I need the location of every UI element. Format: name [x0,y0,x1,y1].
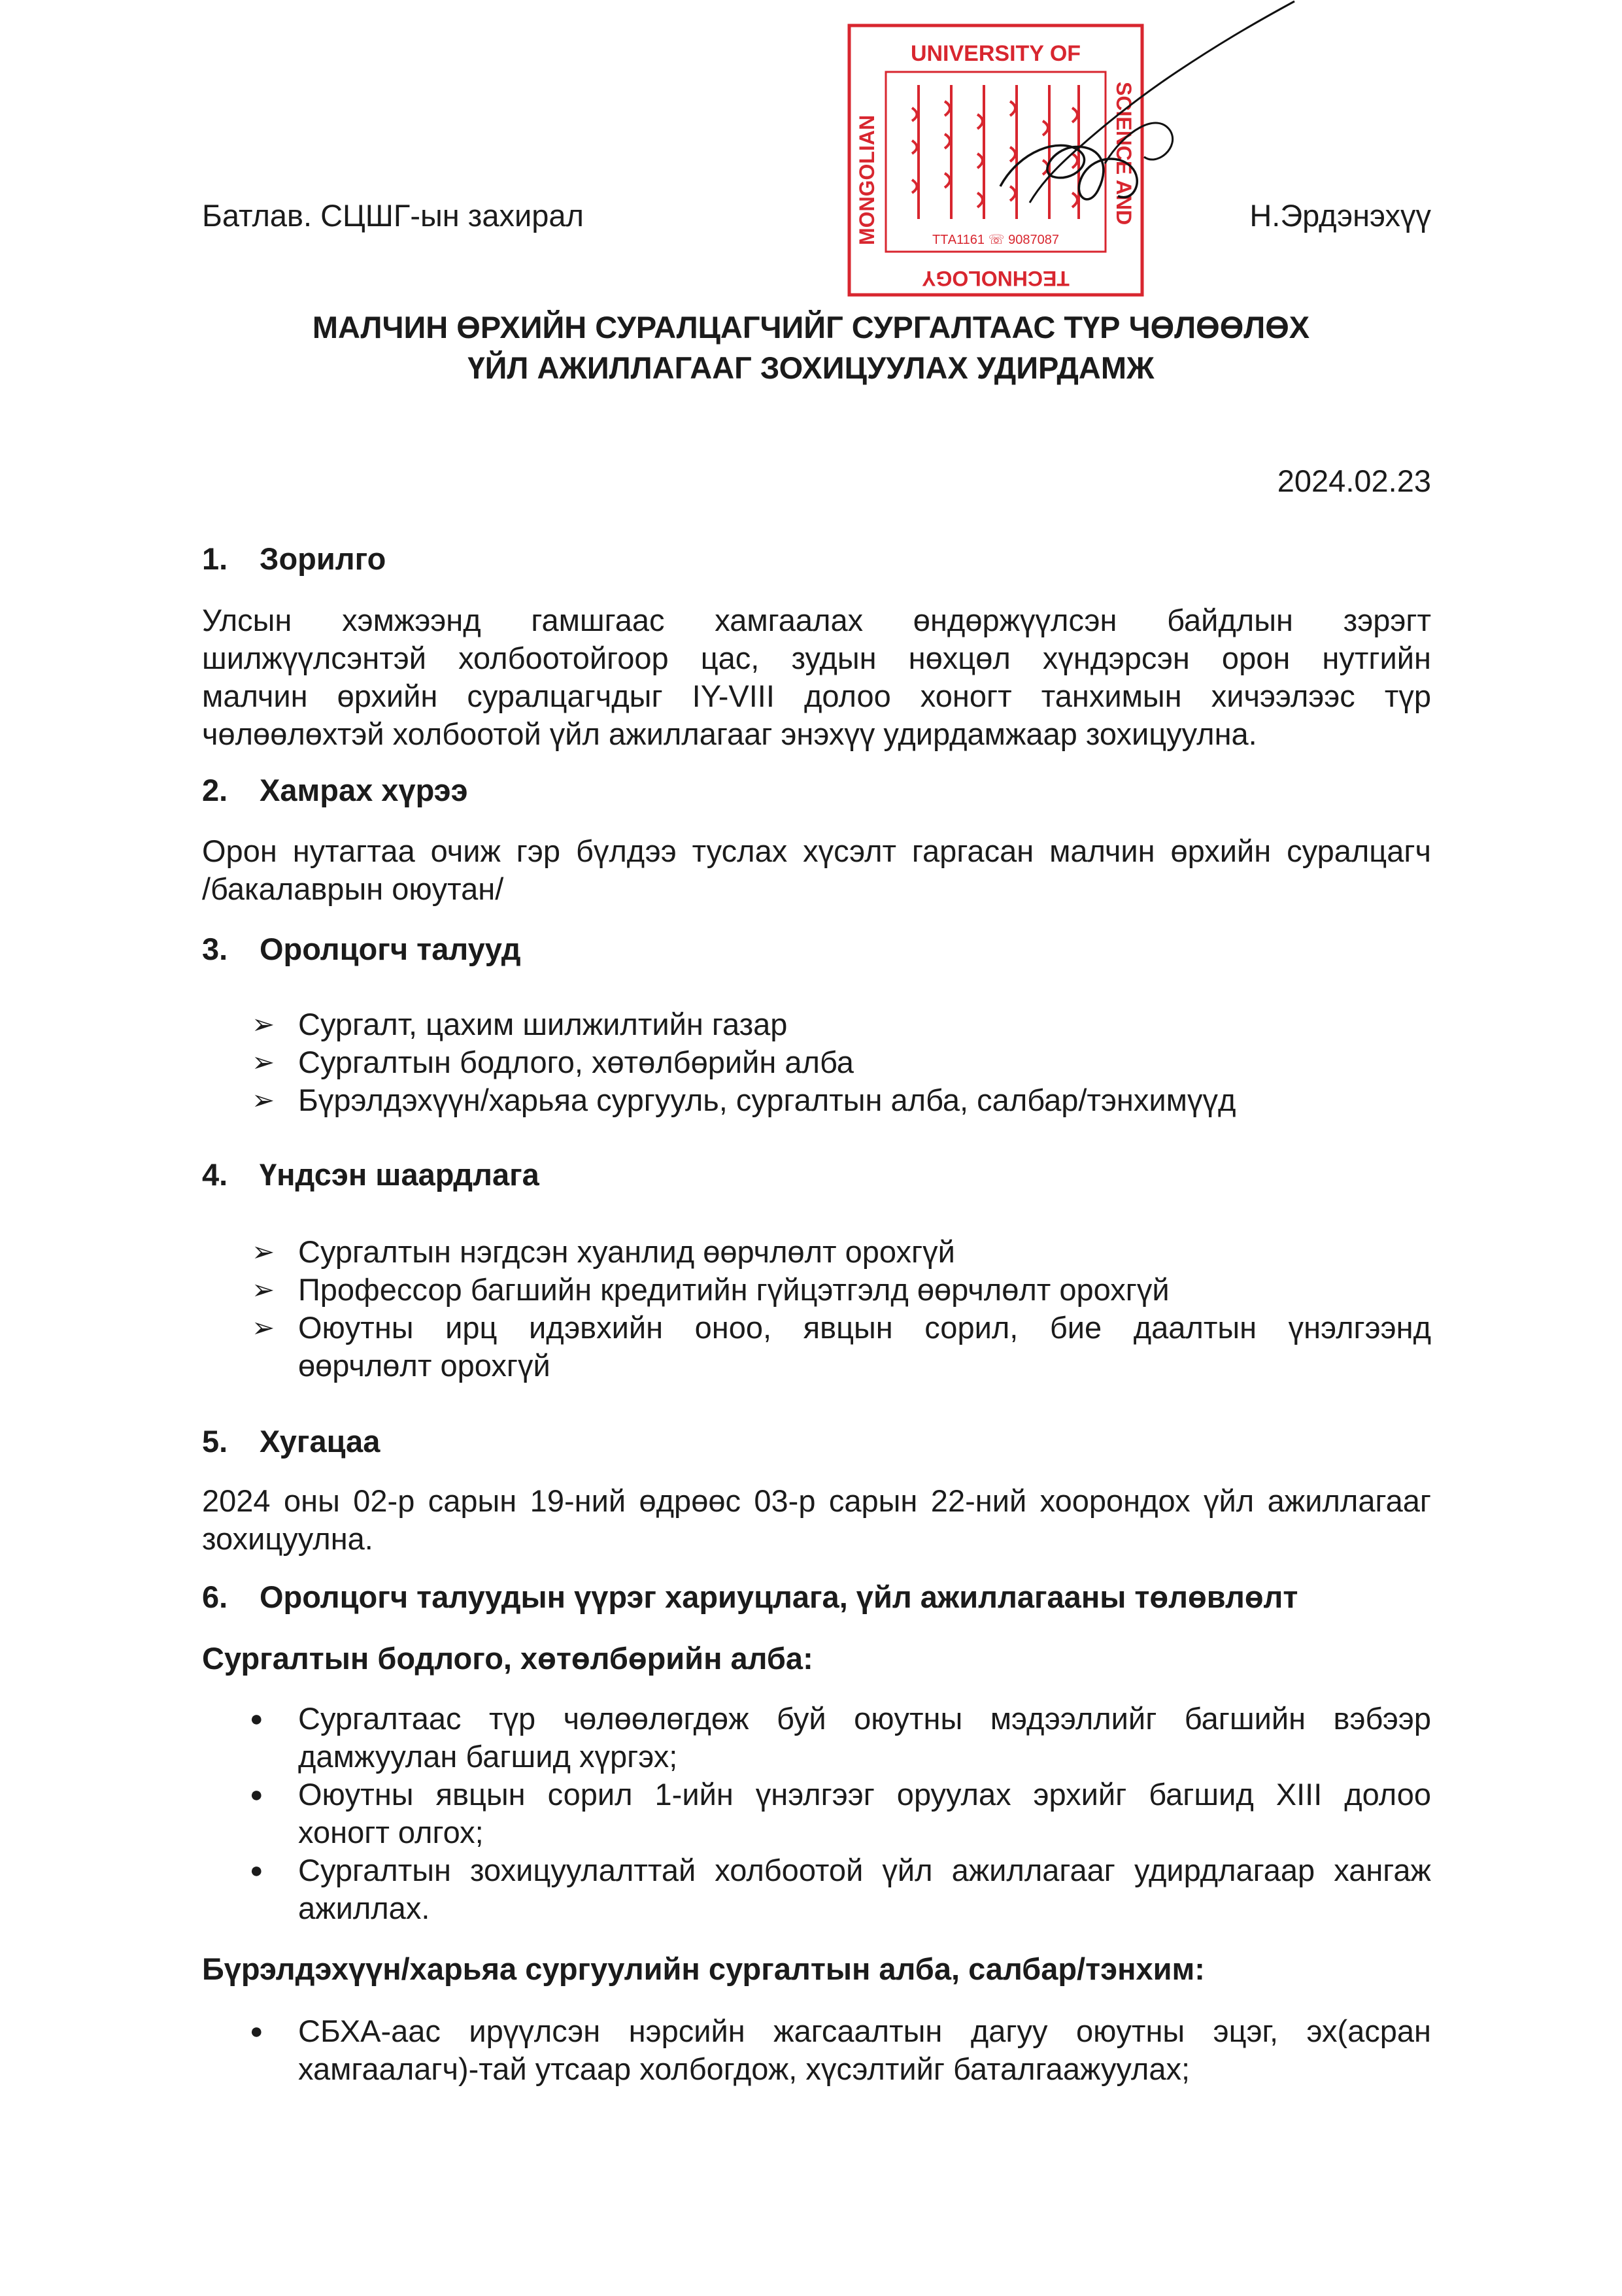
list-item-text: Сургалт, цахим шилжилтийн газар [298,1007,788,1041]
list-item-continuation [0,2050,1622,2088]
paragraph-line: шилжүүлсэнтэй холбоотойгоор цас, зудын нөхцөл хүндэрсэн орон нутгийн [202,641,1431,675]
document-date: 2024.02.23 [1277,464,1431,498]
section-number: 5. [202,1424,228,1459]
paragraph-line: Улсын хэмжээнд гамшгаас хамгаалах өндөржүүлсэн байдлын зэрэгт [202,603,1431,637]
list-item [0,1700,1622,1738]
arrow-bullet-icon: ➢ [252,1236,275,1267]
list-item-text: Сургалтаас түр чөлөөлөгдөж буй оюутны мэдээллийг багшийн вэбээр [298,1701,1431,1736]
section-title: Зорилго [260,541,386,576]
arrow-bullet-icon: ➢ [252,1009,275,1039]
paragraph-line: зохицуулна. [202,1521,373,1556]
subsection-heading: Бүрэлдэхүүн/харьяа сургуулийн сургалтын алба, салбар/тэнхим: [202,1951,1205,1986]
section-5-heading [202,1423,1431,1462]
paragraph-line: чөлөөлөхтэй холбоотой үйл ажиллагааг энэхүү удирдамжаар зохицуулна. [202,717,1257,751]
approver-name: Н.Эрдэнэхүү [1249,198,1431,233]
paragraph-line: /бакалаврын оюутан/ [202,871,504,906]
section-number: 3. [202,932,228,966]
list-item [0,1081,1622,1119]
section-title: Хамрах хүрээ [260,773,468,807]
stamp-reg-number: ТТА1161 ☏ 9087087 [932,233,1060,247]
section-number: 1. [202,541,228,576]
approval-label: Батлав. СЦШГ-ын захирал [202,198,584,233]
list-item-text: Профессор багшийн кредитийн гүйцэтгэлд өөрчлөлт орохгүй [298,1272,1170,1307]
list-item-text: Оюутны явцын сорил 1-ийн үнэлгээг оруулах эрхийг багшид XIII долоо [298,1777,1431,1812]
list-item-text: ажиллах. [298,1891,430,1925]
signature-mark [941,0,1308,235]
list-item [0,2012,1622,2050]
section-4-heading [202,1156,1431,1195]
paragraph-line: малчин өрхийн суралцагчдыг IY-VIII долоо хоногт танхимын хичээлээс түр [202,679,1431,713]
section-title: Хугацаа [260,1424,380,1459]
arrow-bullet-icon: ➢ [252,1085,275,1115]
section-number: 2. [202,773,228,807]
subsection-heading: Сургалтын бодлого, хөтөлбөрийн алба: [202,1641,813,1676]
list-item-text: Сургалтын бодлого, хөтөлбөрийн алба [298,1045,854,1079]
list-item-continuation [0,1889,1622,1927]
section-6-heading [202,1578,1431,1617]
list-item [0,1271,1622,1309]
list-item [0,1776,1622,1814]
list-item-text: өөрчлөлт орохгүй [298,1348,550,1383]
list-item-text: Сургалтын нэгдсэн хуанлид өөрчлөлт орохгүй [298,1234,955,1269]
stamp-right-text: SCIENCE AND [1112,82,1136,226]
section-1-heading [202,540,1431,579]
list-item-text: Бүрэлдэхүүн/харьяа сургууль, сургалтын алба, салбар/тэнхимүүд [298,1083,1236,1117]
paragraph-line: Орон нутагтаа очиж гэр бүлдээ туслах хүсэлт гаргасан малчин өрхийн суралцагч [202,834,1431,868]
list-item [0,1233,1622,1271]
list-item-text: хамгаалагч)-тай утсаар холбогдож, хүсэлтийг баталгаажуулах; [298,2051,1191,2086]
bullet-dot-icon: ● [250,1782,263,1807]
section-2-heading [202,771,1431,811]
list-item [0,1005,1622,1043]
stamp-left-text: MONGOLIAN [855,114,879,245]
stamp-top-text: UNIVERSITY OF [910,41,1081,66]
arrow-bullet-icon: ➢ [252,1047,275,1077]
list-item [0,1309,1622,1347]
list-item-text: Сургалтын зохицуулалттай холбоотой үйл ажиллагааг удирдлагаар хангаж [298,1853,1431,1887]
bullet-dot-icon: ● [250,1706,263,1731]
stamp-bottom-text: TECHNOLOGY [922,267,1070,290]
arrow-bullet-icon: ➢ [252,1312,275,1343]
list-item-continuation [0,1738,1622,1776]
list-item-text: Оюутны ирц идэвхийн оноо, явцын сорил, бие даалтын үнэлгээнд [298,1310,1431,1345]
section-title: Үндсэн шаардлага [260,1157,539,1192]
document-title-line2: ҮЙЛ АЖИЛЛАГААГ ЗОХИЦУУЛАХ УДИРДАМЖ [467,350,1155,385]
list-item-continuation [0,1347,1622,1385]
section-title: Оролцогч талууд [260,932,521,966]
list-item-continuation [0,1814,1622,1851]
paragraph-line: 2024 оны 02-р сарын 19-ний өдрөөс 03-р сарын 22-ний хоорондох үйл ажиллагааг [202,1483,1431,1518]
arrow-bullet-icon: ➢ [252,1274,275,1305]
list-item [0,1851,1622,1889]
list-item-text: СБХА-аас ирүүлсэн нэрсийн жагсаалтын дагуу оюутны эцэг, эх(асран [298,2014,1431,2048]
bullet-dot-icon: ● [250,1858,263,1883]
list-item-text: хоногт олгох; [298,1815,484,1849]
section-number: 6. [202,1579,228,1614]
list-item [0,1043,1622,1081]
section-number: 4. [202,1157,228,1192]
section-title: Оролцогч талуудын үүрэг хариуцлага, үйл ажиллагааны төлөвлөлт [260,1579,1298,1614]
bullet-dot-icon: ● [250,2019,263,2044]
section-3-heading [202,930,1431,970]
document-title-line1: МАЛЧИН ӨРХИЙН СУРАЛЦАГЧИЙГ СУРГАЛТААС ТҮР ЧӨЛӨӨЛӨХ [312,310,1310,345]
list-item-text: дамжуулан багшид хүргэх; [298,1739,678,1774]
